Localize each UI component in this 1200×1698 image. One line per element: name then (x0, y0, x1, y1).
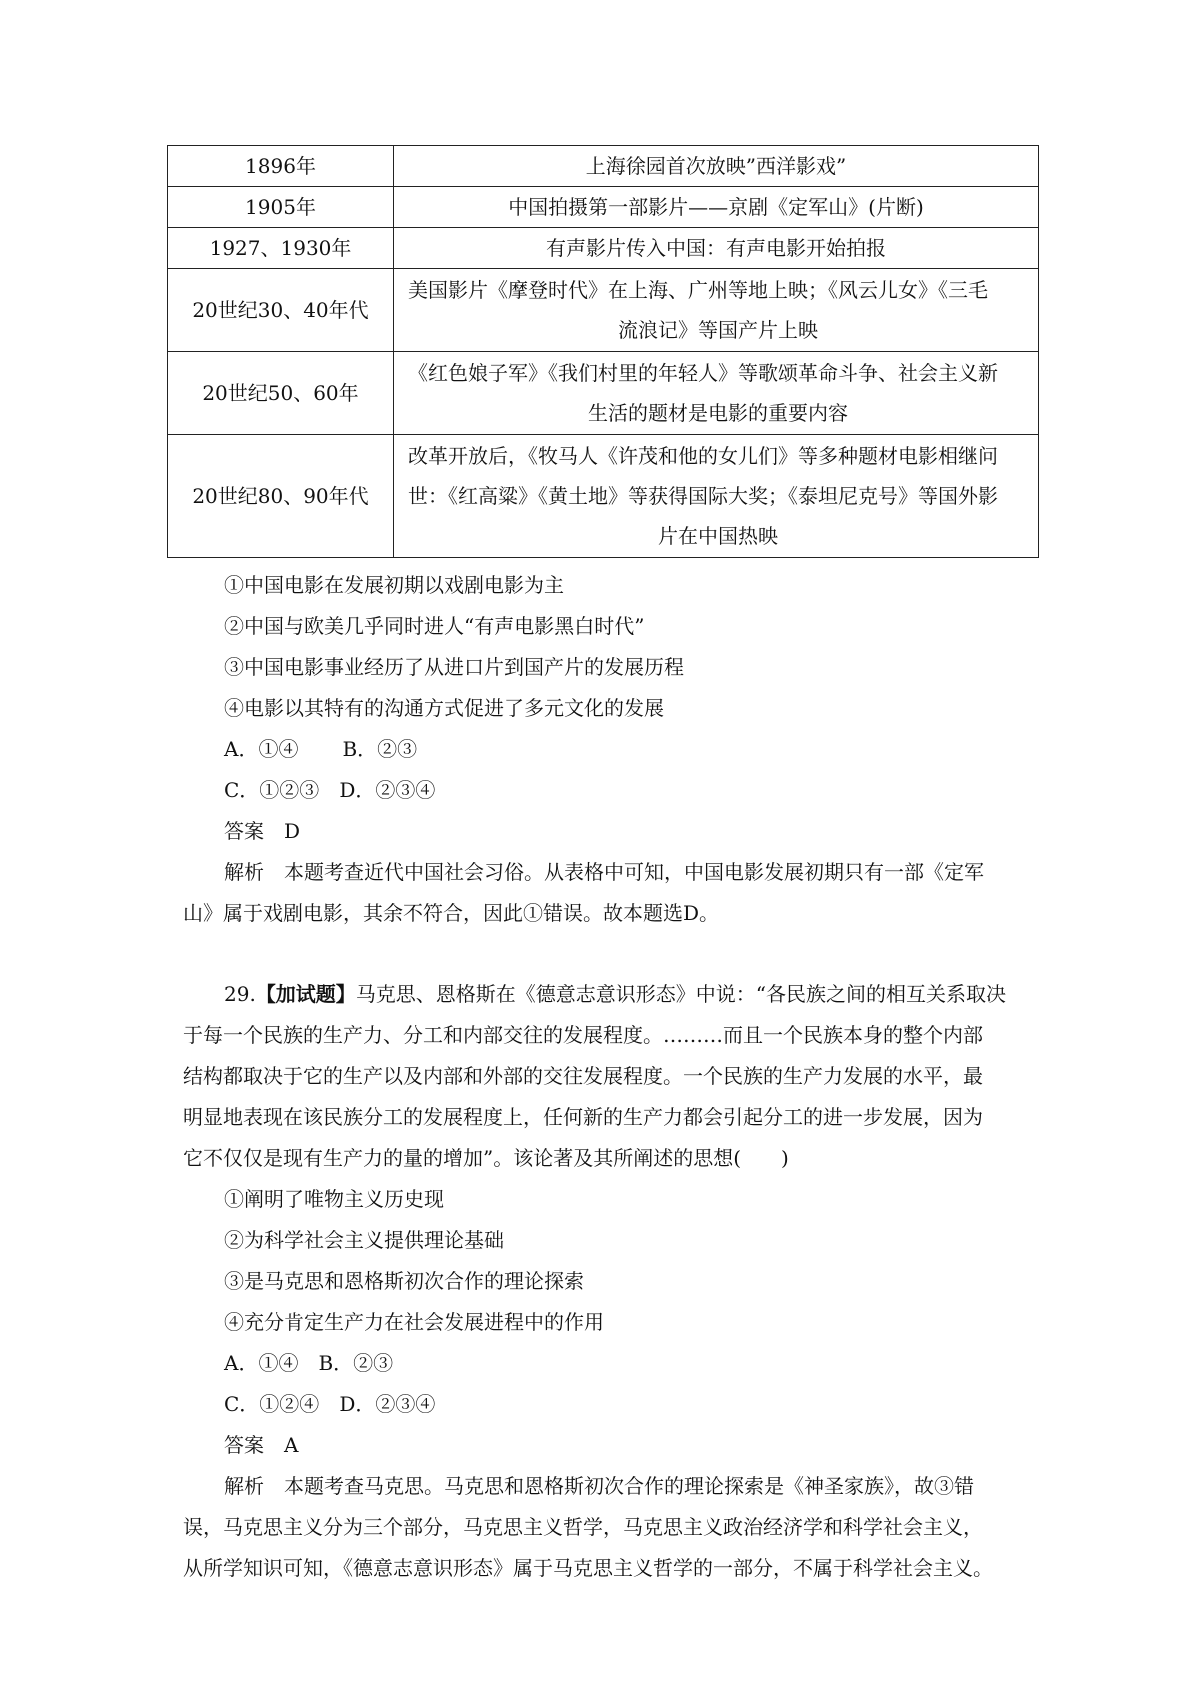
question-stem: 马克思、恩格斯在《德意志意识形态》中说：“各民族之间的相互关系取决 (355, 982, 1007, 1006)
choice-b: B．②③ (318, 1351, 394, 1375)
table-cell-event: 上海徐园首次放映”西洋影戏” (394, 146, 1039, 187)
event-line: 改革开放后，《牧马人《许茂和他的女儿们》等多种题材电影相继问 (408, 444, 998, 468)
table-cell-year: 1905年 (168, 187, 394, 228)
question-stem-line: 它不仅仅是现有生产力的量的增加”。该论著及其所阐述的思想( ) (183, 1146, 789, 1170)
table-row (168, 352, 1039, 435)
event-line: 世：《红高粱》《黄土地》等获得国际大奖；《泰坦尼克号》等国外影 (408, 484, 998, 508)
analysis-line: 从所学知识可知，《德意志意识形态》属于马克思主义哲学的一部分，不属于科学社会主义。 (183, 1556, 993, 1580)
choice-a: A．①④ (224, 737, 299, 761)
choice-c: C．①②④ (224, 1392, 320, 1416)
choice-row (183, 1384, 1031, 1425)
option-statement: ①阐明了唯物主义历史现 (224, 1187, 444, 1211)
table-cell-year: 20世纪30、40年代 (168, 269, 394, 352)
answer-line (183, 1425, 1031, 1466)
analysis-line (183, 1466, 1031, 1507)
choice-c: C．①②③ (224, 778, 320, 802)
choice-row (183, 770, 1031, 811)
film-history-table (167, 145, 1039, 558)
table-cell-event (394, 352, 1039, 435)
analysis-label: 解析 (224, 1474, 264, 1498)
table-cell-year: 20世纪80、90年代 (168, 435, 394, 558)
table-cell-event (394, 269, 1039, 352)
event-line: 生活的题材是电影的重要内容 (588, 401, 848, 425)
answer-label: 答案 (224, 819, 264, 843)
analysis-label: 解析 (224, 860, 264, 884)
choice-d: D．②③④ (339, 1392, 436, 1416)
option-statement: ②中国与欧美几乎同时进人“有声电影黑白时代” (224, 614, 645, 638)
choice-b: B．②③ (342, 737, 418, 761)
table-cell-year: 20世纪50、60年 (168, 352, 394, 435)
analysis-line: 山》属于戏剧电影，其余不符合，因此①错误。故本题选D。 (183, 901, 720, 925)
option-statement: ①中国电影在发展初期以戏剧电影为主 (224, 573, 564, 597)
question-number: 29. (224, 982, 256, 1006)
option-statement: ③中国电影事业经历了从进口片到国产片的发展历程 (224, 655, 684, 679)
question-28 (183, 565, 1031, 934)
table-row (168, 146, 1039, 187)
table-cell-year: 1927、1930年 (168, 228, 394, 269)
table-cell-event (394, 435, 1039, 558)
event-line: 美国影片《摩登时代》在上海、广州等地上映；《风云儿女》《三毛 (408, 278, 988, 302)
table-row (168, 435, 1039, 558)
question-29 (183, 974, 1031, 1589)
table-cell-event: 中国拍摄第一部影片——京剧《定军山》(片断) (394, 187, 1039, 228)
event-line: 片在中国热映 (658, 524, 778, 548)
event-line: 流浪记》等国产片上映 (618, 318, 818, 342)
table-cell-event: 有声影片传入中国：有声电影开始拍报 (394, 228, 1039, 269)
question-stem-line (183, 974, 1031, 1015)
question-stem-line: 结构都取决于它的生产以及内部和外部的交往发展程度。一个民族的生产力发展的水平，最 (183, 1064, 983, 1088)
option-statement: ④电影以其特有的沟通方式促进了多元文化的发展 (224, 696, 664, 720)
analysis-text: 本题考查马克思。马克思和恩格斯初次合作的理论探索是《神圣家族》，故③错 (284, 1474, 974, 1498)
answer-value: A (284, 1433, 299, 1457)
choice-row (183, 1343, 1031, 1384)
answer-value: D (284, 819, 301, 843)
event-line: 《红色娘子军》《我们村里的年轻人》等歌颂革命斗争、社会主义新 (408, 361, 998, 385)
table-row (168, 187, 1039, 228)
analysis-line (183, 852, 1031, 893)
option-statement: ④充分肯定生产力在社会发展进程中的作用 (224, 1310, 604, 1334)
question-tag: 【加试题】 (255, 982, 356, 1006)
choice-d: D．②③④ (339, 778, 436, 802)
table-cell-year: 1896年 (168, 146, 394, 187)
choice-a: A．①④ (224, 1351, 299, 1375)
answer-line (183, 811, 1031, 852)
option-statement: ③是马克思和恩格斯初次合作的理论探索 (224, 1269, 584, 1293)
question-stem-line: 明显地表现在该民族分工的发展程度上，任何新的生产力都会引起分工的进一步发展，因为 (183, 1105, 983, 1129)
table-row (168, 269, 1039, 352)
question-stem-line: 于每一个民族的生产力、分工和内部交往的发展程度。………而且一个民族本身的整个内部 (183, 1023, 983, 1047)
analysis-line: 误，马克思主义分为三个部分，马克思主义哲学，马克思主义政治经济学和科学社会主义， (183, 1515, 983, 1539)
option-statement: ②为科学社会主义提供理论基础 (224, 1228, 504, 1252)
analysis-text: 本题考查近代中国社会习俗。从表格中可知，中国电影发展初期只有一部《定军 (284, 860, 984, 884)
table-row (168, 228, 1039, 269)
answer-label: 答案 (224, 1433, 264, 1457)
choice-row (183, 729, 1031, 770)
